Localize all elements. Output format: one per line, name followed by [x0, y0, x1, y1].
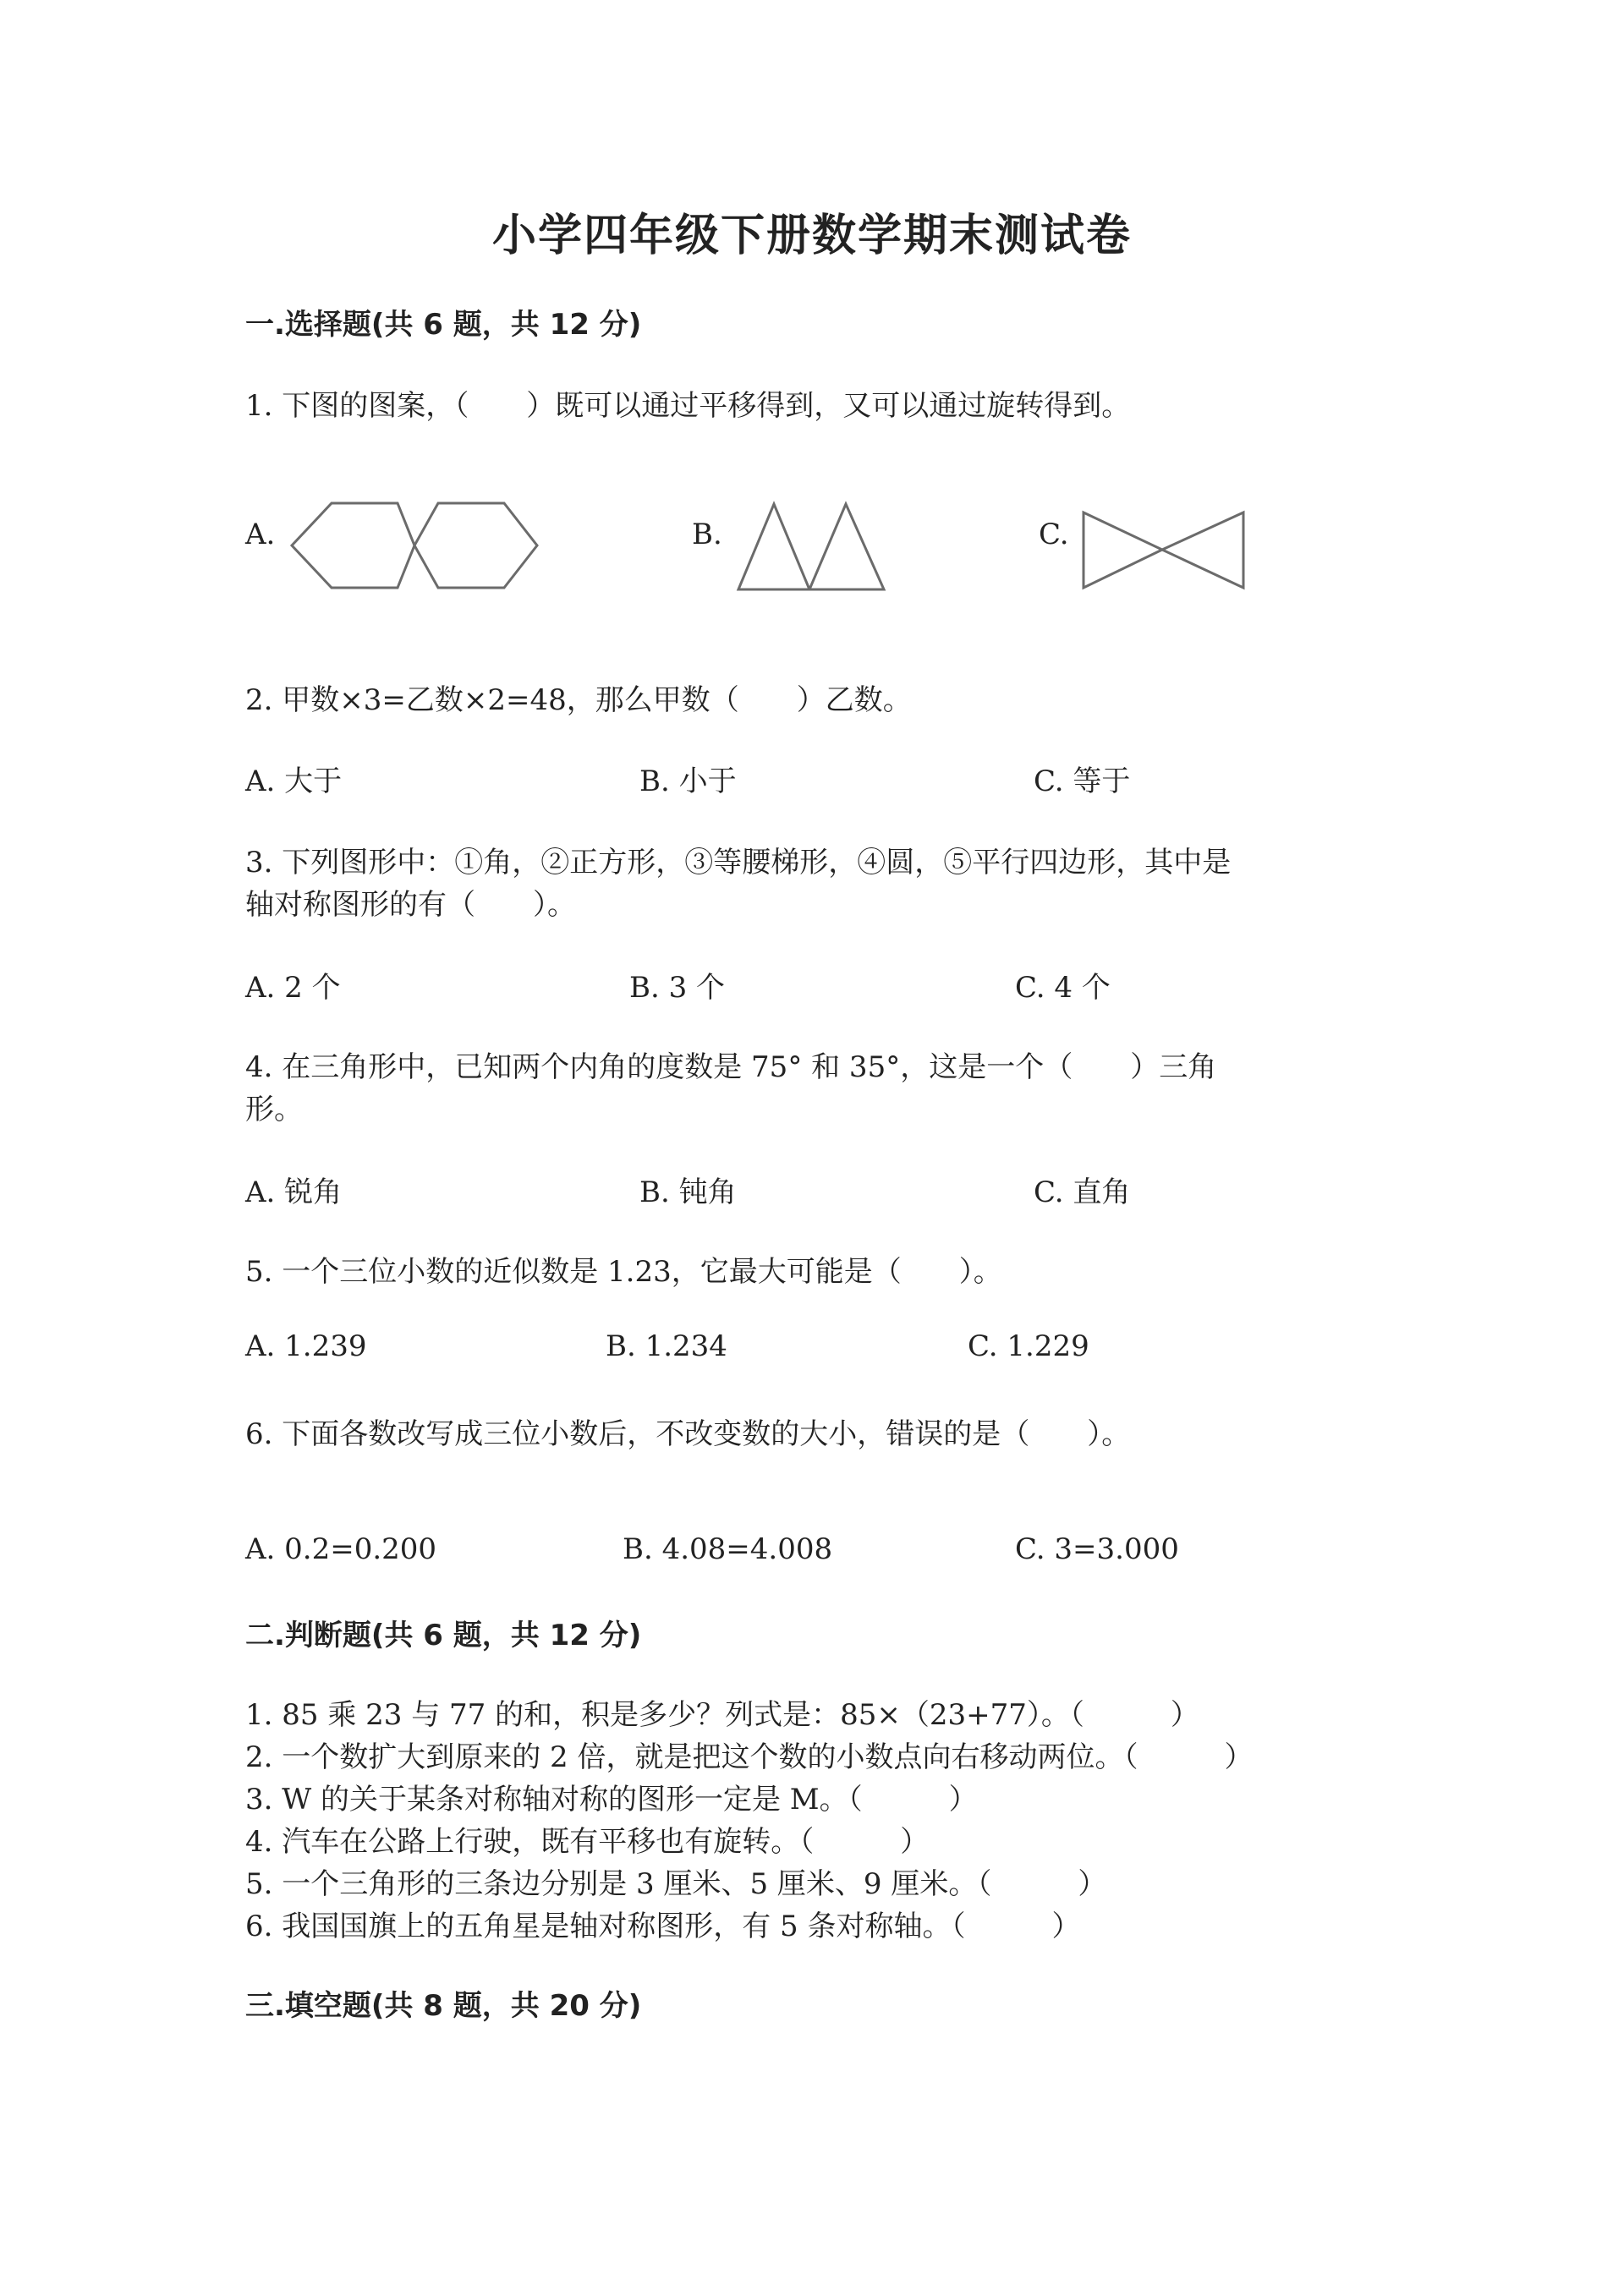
q1-option-c-label: C. — [1039, 518, 1069, 551]
question-6-stem: 6. 下面各数改写成三位小数后，不改变数的大小，错误的是（ ）。 — [245, 1417, 1131, 1451]
q6-option-a: A. 0.2=0.200 — [245, 1532, 437, 1566]
tf-item-1: 1. 85 乘 23 与 77 的和，积是多少？列式是：85×（23+77）。（ ） — [245, 1698, 1199, 1732]
question-5-stem: 5. 一个三位小数的近似数是 1.23，它最大可能是（ ）。 — [245, 1255, 1002, 1289]
q5-option-c: C. 1.229 — [968, 1329, 1089, 1363]
bowtie-figure — [1081, 507, 1250, 592]
q1-option-a-label: A. — [245, 518, 276, 551]
question-3-stem-line1: 3. 下列图形中：①角，②正方形，③等腰梯形，④圆，⑤平行四边形，其中是 — [245, 846, 1232, 879]
tf-item-2: 2. 一个数扩大到原来的 2 倍，就是把这个数的小数点向右移动两位。（ ） — [245, 1740, 1254, 1774]
bowtie-right-triangle — [1162, 512, 1243, 588]
question-4-stem-line2: 形。 — [245, 1093, 303, 1126]
hexagon-left — [292, 503, 414, 588]
page-title: 小学四年级下册数学期末测试卷 — [491, 211, 1132, 261]
q2-option-c: C. 等于 — [1034, 764, 1131, 798]
q4-option-c: C. 直角 — [1034, 1175, 1131, 1209]
two-triangles-figure — [734, 499, 895, 592]
tf-item-3: 3. W 的关于某条对称轴对称的图形一定是 M。（ ） — [245, 1783, 978, 1817]
question-3-stem-line2: 轴对称图形的有（ ）。 — [245, 888, 576, 922]
tf-item-5: 5. 一个三角形的三条边分别是 3 厘米、5 厘米、9 厘米。（ ） — [245, 1867, 1107, 1901]
q5-option-b: B. 1.234 — [606, 1329, 727, 1363]
tf-item-4: 4. 汽车在公路上行驶，既有平移也有旋转。（ ） — [245, 1825, 930, 1859]
q2-option-a: A. 大于 — [245, 764, 343, 798]
q6-option-b: B. 4.08=4.008 — [623, 1532, 833, 1566]
q6-option-c: C. 3=3.000 — [1015, 1532, 1179, 1566]
q1-option-b-label: B. — [692, 518, 722, 551]
q3-option-b: B. 3 个 — [629, 971, 726, 1005]
two-hexagons-figure — [288, 499, 541, 592]
q4-option-a: A. 锐角 — [245, 1175, 343, 1209]
section-heading-fill-blank: 三.填空题(共 8 题，共 20 分) — [245, 1989, 642, 2023]
bowtie-left-triangle — [1084, 512, 1162, 588]
q3-option-a: A. 2 个 — [245, 971, 341, 1005]
section-heading-true-false: 二.判断题(共 6 题，共 12 分) — [245, 1619, 642, 1652]
question-4-stem-line1: 4. 在三角形中，已知两个内角的度数是 75° 和 35°，这是一个（ ）三角 — [245, 1050, 1217, 1084]
question-2-stem: 2. 甲数×3=乙数×2=48，那么甲数（ ）乙数。 — [245, 683, 912, 717]
section-heading-choice: 一.选择题(共 6 题，共 12 分) — [245, 308, 642, 342]
triangle-left — [738, 504, 809, 589]
q4-option-b: B. 钝角 — [639, 1175, 737, 1209]
q5-option-a: A. 1.239 — [245, 1329, 367, 1363]
triangle-right — [809, 504, 884, 589]
question-1-stem: 1. 下图的图案，（ ）既可以通过平移得到，又可以通过旋转得到。 — [245, 389, 1131, 423]
tf-item-6: 6. 我国国旗上的五角星是轴对称图形，有 5 条对称轴。（ ） — [245, 1910, 1081, 1943]
q3-option-c: C. 4 个 — [1015, 971, 1111, 1005]
hexagon-right — [414, 503, 537, 588]
q2-option-b: B. 小于 — [639, 764, 737, 798]
